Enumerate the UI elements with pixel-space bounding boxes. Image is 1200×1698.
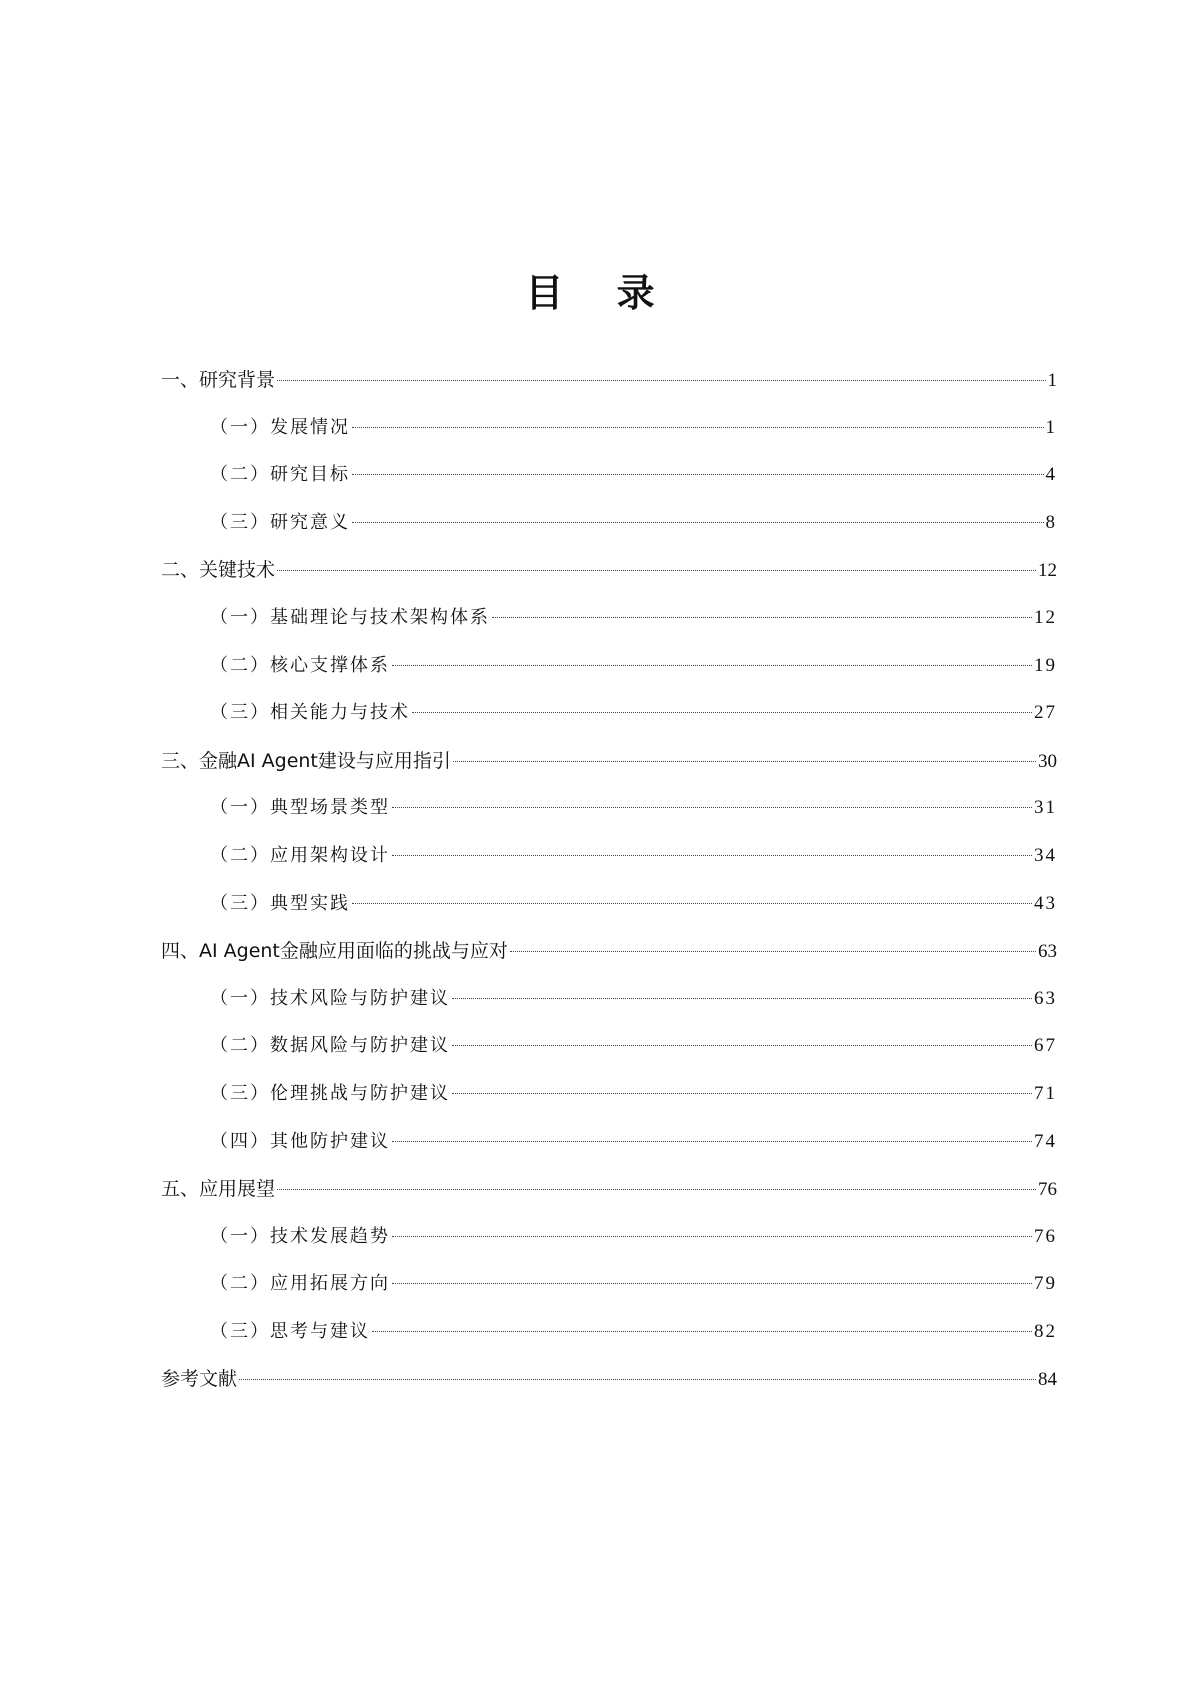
table-of-contents <box>161 362 1057 1409</box>
toc-page-number: 12 <box>1038 560 1057 582</box>
dot-leader <box>392 1283 1032 1284</box>
toc-subsection-entry[interactable] <box>161 1266 1057 1314</box>
toc-page-number: 82 <box>1034 1320 1057 1342</box>
dot-leader <box>392 665 1032 666</box>
dot-leader <box>492 617 1032 618</box>
toc-page-number: 4 <box>1045 464 1057 486</box>
toc-page-number: 12 <box>1034 606 1057 628</box>
toc-page-number: 8 <box>1045 511 1057 533</box>
toc-page-number: 76 <box>1038 1179 1057 1201</box>
dot-leader <box>453 761 1036 762</box>
toc-entry-label: 四、AI Agent金融应用面临的挑战与应对 <box>161 940 508 963</box>
toc-subsection-entry[interactable] <box>161 695 1057 743</box>
toc-subsection-entry[interactable] <box>161 1076 1057 1124</box>
toc-entry-label: （三）研究意义 <box>210 511 350 533</box>
toc-page-number: 27 <box>1034 702 1057 724</box>
toc-page-number: 31 <box>1034 797 1057 819</box>
toc-entry-label: 三、金融AI Agent建设与应用指引 <box>161 749 451 772</box>
toc-entry-label: （二）研究目标 <box>210 464 350 486</box>
dot-leader <box>452 1045 1032 1046</box>
toc-entry-label: （一）典型场景类型 <box>210 797 390 819</box>
toc-page-number: 1 <box>1047 370 1057 391</box>
toc-subsection-entry[interactable] <box>161 410 1057 458</box>
toc-entry-label: （三）思考与建议 <box>210 1320 370 1342</box>
toc-entry-label: （一）发展情况 <box>210 416 350 438</box>
dot-leader <box>352 427 1044 428</box>
toc-subsection-entry[interactable] <box>161 600 1057 648</box>
dot-leader <box>392 855 1032 856</box>
toc-entry-label: 五、应用展望 <box>161 1178 276 1201</box>
toc-entry-label: 参考文献 <box>161 1368 238 1391</box>
toc-subsection-entry[interactable] <box>161 1219 1057 1267</box>
page-title: 目 录 <box>525 271 675 315</box>
toc-entry-label: （三）相关能力与技术 <box>210 702 410 724</box>
toc-page-number: 79 <box>1034 1273 1057 1295</box>
toc-page-number: 63 <box>1034 987 1057 1009</box>
toc-entry-label: （一）技术风险与防护建议 <box>210 987 450 1009</box>
toc-section-entry[interactable] <box>161 933 1057 981</box>
toc-subsection-entry[interactable] <box>161 505 1057 553</box>
toc-page-number: 67 <box>1034 1035 1057 1057</box>
dot-leader <box>412 712 1032 713</box>
toc-section-entry[interactable] <box>161 1361 1057 1409</box>
toc-entry-label: （二）应用拓展方向 <box>210 1273 390 1295</box>
toc-page-number: 74 <box>1034 1130 1057 1152</box>
toc-section-entry[interactable] <box>161 743 1057 791</box>
toc-entry-label: （三）伦理挑战与防护建议 <box>210 1082 450 1104</box>
toc-subsection-entry[interactable] <box>161 838 1057 886</box>
toc-entry-label: （二）核心支撑体系 <box>210 654 390 676</box>
toc-entry-label: （四）其他防护建议 <box>210 1130 390 1152</box>
toc-subsection-entry[interactable] <box>161 648 1057 696</box>
toc-page-number: 84 <box>1038 1369 1057 1391</box>
toc-subsection-entry[interactable] <box>161 886 1057 934</box>
toc-page-number: 30 <box>1038 750 1057 772</box>
toc-entry-label: （三）典型实践 <box>210 892 350 914</box>
toc-subsection-entry[interactable] <box>161 1028 1057 1076</box>
toc-entry-label: （一）技术发展趋势 <box>210 1225 390 1247</box>
dot-leader <box>372 1331 1032 1332</box>
toc-page-number: 34 <box>1034 844 1057 866</box>
dot-leader <box>392 807 1032 808</box>
toc-section-entry[interactable] <box>161 1171 1057 1219</box>
toc-page-number: 71 <box>1034 1082 1057 1104</box>
dot-leader <box>510 951 1036 952</box>
dot-leader <box>352 522 1044 523</box>
dot-leader <box>277 570 1036 571</box>
toc-entry-label: 一、研究背景 <box>161 369 276 391</box>
toc-section-entry[interactable] <box>161 362 1057 410</box>
toc-page-number: 19 <box>1034 654 1057 676</box>
toc-subsection-entry[interactable] <box>161 1124 1057 1172</box>
toc-entry-label: （二）应用架构设计 <box>210 844 390 866</box>
toc-subsection-entry[interactable] <box>161 1314 1057 1362</box>
toc-section-entry[interactable] <box>161 552 1057 600</box>
toc-entry-label: 二、关键技术 <box>161 559 276 582</box>
toc-subsection-entry[interactable] <box>161 457 1057 505</box>
dot-leader <box>452 998 1032 999</box>
dot-leader <box>277 380 1045 381</box>
toc-entry-label: （一）基础理论与技术架构体系 <box>210 606 490 628</box>
dot-leader <box>392 1236 1032 1237</box>
toc-page-number: 63 <box>1038 941 1057 963</box>
toc-page-number: 76 <box>1034 1225 1057 1247</box>
toc-subsection-entry[interactable] <box>161 981 1057 1029</box>
dot-leader <box>352 474 1044 475</box>
toc-page-number: 1 <box>1045 416 1057 438</box>
toc-subsection-entry[interactable] <box>161 790 1057 838</box>
dot-leader <box>239 1379 1036 1380</box>
dot-leader <box>392 1141 1032 1142</box>
toc-page-number: 43 <box>1034 892 1057 914</box>
dot-leader <box>277 1189 1036 1190</box>
dot-leader <box>452 1093 1032 1094</box>
toc-entry-label: （二）数据风险与防护建议 <box>210 1035 450 1057</box>
dot-leader <box>352 903 1032 904</box>
